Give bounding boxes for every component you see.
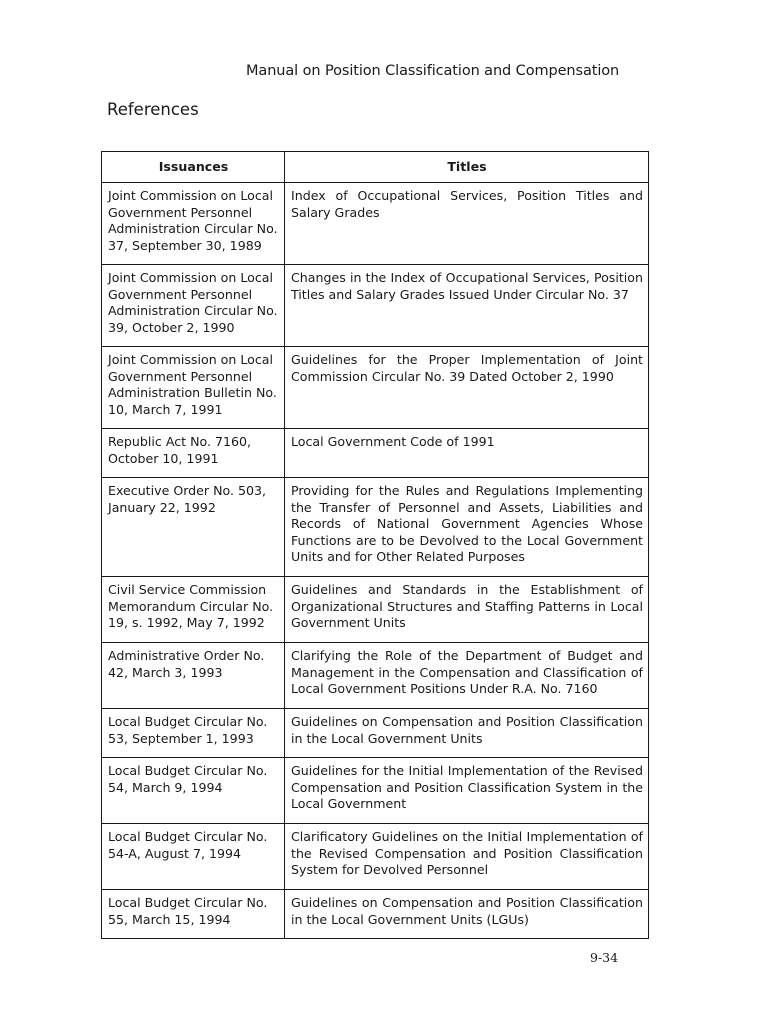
table-row xyxy=(102,643,649,709)
issuance-cell: Joint Commission on Local Government Personnel Administration Circular No. 37, September 30, 1989 xyxy=(102,183,285,265)
title-cell: Changes in the Index of Occupational Services, Position Titles and Salary Grades Issued Under Circular No. 37 xyxy=(285,265,649,347)
title-cell: Providing for the Rules and Regulations Implementing the Transfer of Personnel and Assets, Liabilities and Records of National Government Agencies Whose Functions are to be Devolved to the Local Government Units and for Other Related Purposes xyxy=(285,478,649,577)
issuance-cell: Civil Service Commission Memorandum Circular No. 19, s. 1992, May 7, 1992 xyxy=(102,577,285,643)
issuance-cell: Local Budget Circular No. 55, March 15, 1994 xyxy=(102,890,285,939)
title-cell: Local Government Code of 1991 xyxy=(285,429,649,478)
table-row xyxy=(102,265,649,347)
title-cell: Clarificatory Guidelines on the Initial Implementation of the Revised Compensation and Position Classification System for Devolved Personnel xyxy=(285,824,649,890)
column-header-issuances: Issuances xyxy=(102,152,285,183)
issuance-cell: Executive Order No. 503, January 22, 1992 xyxy=(102,478,285,577)
table-row xyxy=(102,758,649,824)
title-cell: Guidelines for the Proper Implementation of Joint Commission Circular No. 39 Dated October 2, 1990 xyxy=(285,347,649,429)
table-row xyxy=(102,577,649,643)
title-cell: Guidelines for the Initial Implementation of the Revised Compensation and Position Classification System in the Local Government xyxy=(285,758,649,824)
title-cell: Index of Occupational Services, Position Titles and Salary Grades xyxy=(285,183,649,265)
table-header-row xyxy=(102,152,649,183)
title-cell: Guidelines on Compensation and Position Classification in the Local Government Units xyxy=(285,709,649,758)
table-row xyxy=(102,709,649,758)
section-heading: References xyxy=(107,100,199,119)
page-number: 9-34 xyxy=(590,950,619,965)
table-row xyxy=(102,347,649,429)
table-row xyxy=(102,183,649,265)
title-cell: Guidelines and Standards in the Establishment of Organizational Structures and Staffing Patterns in Local Government Units xyxy=(285,577,649,643)
issuance-cell: Republic Act No. 7160, October 10, 1991 xyxy=(102,429,285,478)
title-cell: Guidelines on Compensation and Position Classification in the Local Government Units (LGUs) xyxy=(285,890,649,939)
title-cell: Clarifying the Role of the Department of Budget and Management in the Compensation and Classification of Local Government Positions Under R.A. No. 7160 xyxy=(285,643,649,709)
document-title: Manual on Position Classification and Compensation xyxy=(246,63,620,79)
table-row xyxy=(102,478,649,577)
issuance-cell: Joint Commission on Local Government Personnel Administration Circular No. 39, October 2, 1990 xyxy=(102,265,285,347)
column-header-titles: Titles xyxy=(285,152,649,183)
table-row xyxy=(102,429,649,478)
issuance-cell: Joint Commission on Local Government Personnel Administration Bulletin No. 10, March 7, 1991 xyxy=(102,347,285,429)
issuance-cell: Administrative Order No. 42, March 3, 1993 xyxy=(102,643,285,709)
issuance-cell: Local Budget Circular No. 54, March 9, 1994 xyxy=(102,758,285,824)
issuance-cell: Local Budget Circular No. 53, September 1, 1993 xyxy=(102,709,285,758)
table-row xyxy=(102,824,649,890)
table-row xyxy=(102,890,649,939)
issuance-cell: Local Budget Circular No. 54-A, August 7, 1994 xyxy=(102,824,285,890)
references-table xyxy=(101,151,649,939)
